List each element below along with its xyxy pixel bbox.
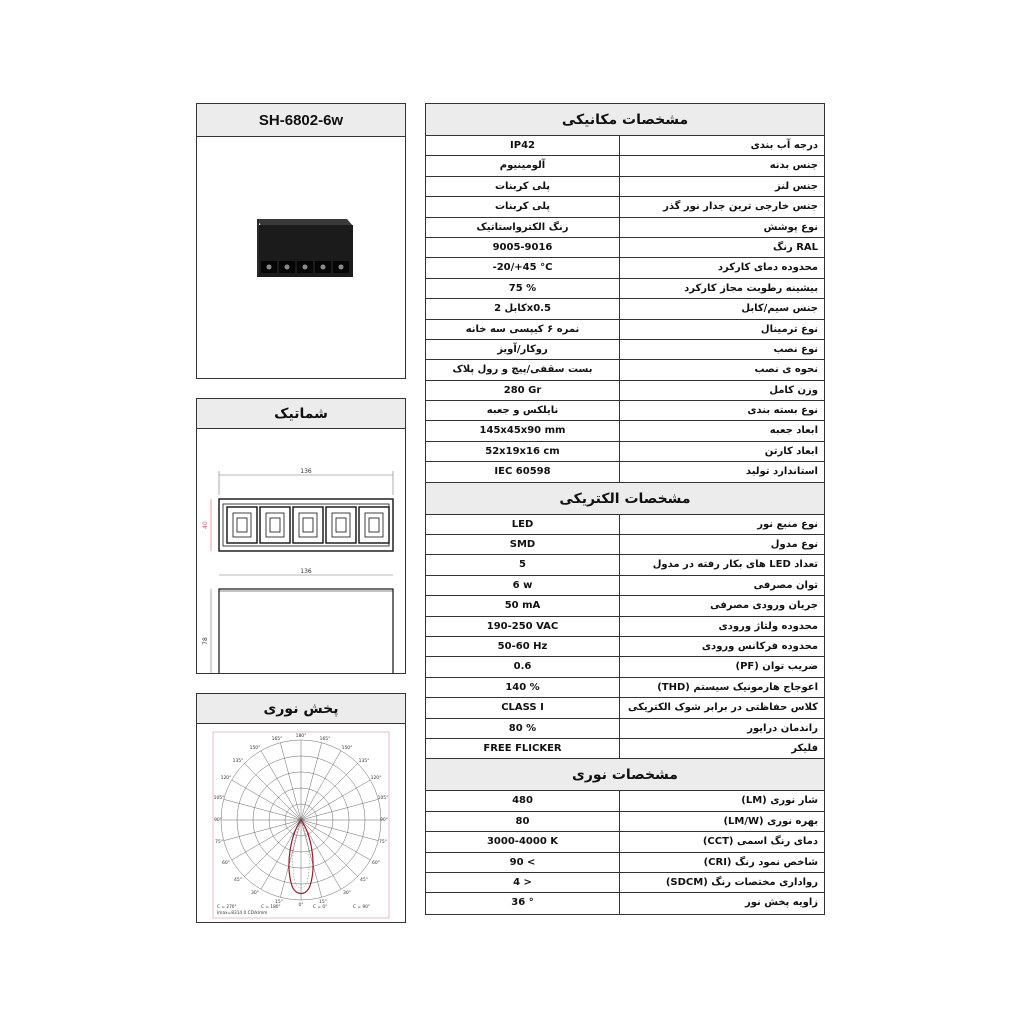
spec-value: 6 w [512,579,533,591]
spec-row [426,360,824,380]
side-height-label: 78 [202,637,209,645]
spec-label: محدوده دمای کارکرد [619,258,824,277]
spec-label: جنس سیم/کابل [619,299,824,318]
spec-value: 75 % [508,282,537,294]
spec-row [426,596,824,616]
spec-label: دمای رنگ اسمی (CCT) [619,832,824,851]
spec-value: 9005-9016 [492,241,553,253]
section-header: مشخصات نوری [426,759,824,791]
spec-row [426,555,824,575]
spec-row [426,381,824,401]
svg-text:75°: 75° [215,840,223,845]
spec-label: نوع مدول [619,535,824,554]
spec-value: 145x45x90 mm [479,425,566,437]
spec-row [426,637,824,657]
svg-text:120°: 120° [370,776,382,781]
spec-value: 50-60 Hz [497,640,548,652]
svg-text:165°: 165° [319,737,331,742]
spec-label: شار نوری (LM) [619,791,824,810]
model-title: SH-6802-6w [197,104,405,137]
spec-row [426,657,824,677]
section-header: مشخصات الکتریکی [426,483,824,515]
svg-text:C = 270°: C = 270° [217,905,237,910]
spec-label: بهره نوری (LM/W) [619,812,824,831]
svg-text:135°: 135° [358,759,370,764]
spec-label: جریان ورودی مصرفی [619,596,824,615]
spec-table [425,103,825,915]
spec-row [426,535,824,555]
spec-row [426,719,824,739]
spec-label: محدوده فرکانس ورودی [619,637,824,656]
spec-value: SMD [509,539,536,551]
spec-label: ضریب توان (PF) [619,657,824,676]
spec-value: 3000-4000 K [486,836,559,848]
spec-row [426,421,824,441]
svg-text:15°: 15° [319,900,327,905]
spec-row [426,442,824,462]
spec-row [426,791,824,811]
spec-value: 4 > [513,876,532,888]
spec-row [426,812,824,832]
spec-label: نوع ترمینال [619,320,824,339]
spec-row [426,832,824,852]
spec-row [426,462,824,482]
svg-text:C = 180°: C = 180° [261,905,281,910]
svg-text:60°: 60° [372,861,380,866]
svg-text:150°: 150° [341,746,353,751]
svg-text:C = 90°: C = 90° [353,905,370,910]
spec-row [426,515,824,535]
spec-row [426,238,824,258]
spec-label: وزن کامل [619,381,824,400]
spec-value: 480 [512,795,533,807]
light-distribution-panel [196,693,406,923]
spec-value: پلی کربنات [494,180,551,192]
spec-value: IP42 [510,140,535,151]
svg-text:75°: 75° [379,840,387,845]
spec-label: نوع بسته بندی [619,401,824,420]
svg-text:30°: 30° [343,891,351,896]
svg-text:0°: 0° [298,903,304,908]
section-header: مشخصات مکانیکی [426,104,824,136]
spec-value: نایلکس و جعبه [486,405,559,417]
svg-text:135°: 135° [232,759,244,764]
distribution-title: پخش نوری [197,694,405,724]
spec-label: جنس خارجی ترین جدار نور گذر [619,197,824,216]
svg-text:180°: 180° [295,734,307,739]
spec-label: بیشینه رطوبت مجاز کارکرد [619,279,824,298]
spec-label: ابعاد جعبه [619,421,824,440]
spec-label: جنس لنز [619,177,824,196]
svg-text:Imax=8314 0 CD/klmm: Imax=8314 0 CD/klmm [217,911,268,916]
product-image [197,137,405,378]
spec-value: آلومینیوم [499,160,546,172]
spec-label: توان مصرفی [619,576,824,595]
svg-text:30°: 30° [251,891,259,896]
spec-row [426,576,824,596]
spec-label: نحوه ی نصب [619,360,824,379]
spec-row [426,617,824,637]
spec-value: 80 % [508,722,537,734]
spec-label: نوع نصب [619,340,824,359]
spec-row [426,893,824,913]
spec-row [426,136,824,156]
top-height-label: 40 [202,521,209,529]
svg-text:15°: 15° [275,900,283,905]
spec-row [426,279,824,299]
spec-label: اعوجاج هارمونیک سیستم (THD) [619,678,824,697]
spec-row [426,156,824,176]
svg-text:165°: 165° [271,737,283,742]
spec-value: 140 % [505,681,540,693]
svg-text:C = 0°: C = 0° [313,905,328,910]
svg-text:90°: 90° [380,818,388,823]
spec-value: 190-250 VAC [486,620,559,632]
side-view [219,589,393,673]
spec-value: پلی کربنات [494,201,551,213]
spec-label: راندمان درایور [619,719,824,738]
spec-value: 5 [519,559,526,571]
spec-value: روکار/آویز [497,343,548,355]
spec-value: 50 mA [504,600,541,612]
spec-value: 90 < [509,856,536,868]
spec-label: درجه آب بندی [619,136,824,155]
spec-value: 0.6 [513,661,532,673]
spec-label: نوع پوشش [619,218,824,237]
spec-label: ابعاد کارتن [619,442,824,461]
svg-text:45°: 45° [360,878,368,883]
spec-row [426,340,824,360]
top-width-label: 136 [300,468,312,475]
spec-label: نوع منبع نور [619,515,824,534]
spec-row [426,698,824,718]
svg-text:90°: 90° [214,818,222,823]
spec-label: تعداد LED های بکار رفته در مدول [619,555,824,574]
polar-diagram [197,724,405,922]
spec-row [426,299,824,319]
model-panel [196,103,406,379]
spec-label: شاخص نمود رنگ (CRI) [619,853,824,872]
spec-value: 80 [515,815,530,827]
spec-row [426,401,824,421]
spec-label: RAL رنگ [619,238,824,257]
spec-value: نمره ۶ کیپسی سه خانه [465,323,580,335]
spec-row [426,678,824,698]
svg-text:45°: 45° [234,878,242,883]
spec-label: فلیکر [619,739,824,758]
schematic-title: شماتیک [197,399,405,429]
side-width-label: 136 [300,568,312,575]
svg-text:120°: 120° [220,776,232,781]
spec-value: 280 Gr [503,384,542,396]
spec-label: جنس بدنه [619,156,824,175]
spec-value: رنگ الکترواستاتیک [476,221,569,233]
spec-row [426,177,824,197]
svg-text:105°: 105° [213,796,225,801]
spec-label: رواداری مختصات رنگ (SDCM) [619,873,824,892]
spec-value: CLASS I [501,702,544,714]
spec-row [426,739,824,759]
svg-text:150°: 150° [249,746,261,751]
spec-value: 36 ° [511,897,534,909]
spec-value: بست سقفی/پیچ و رول پلاک [452,364,593,376]
spec-value: کابل 2x0.5 [494,303,551,315]
spec-row [426,853,824,873]
spec-value: -20/+45 °C [492,262,553,274]
spec-row [426,320,824,340]
spec-label: کلاس حفاظتی در برابر شوک الکتریکی [619,698,824,717]
spec-row [426,873,824,893]
spec-value: FREE FLICKER [483,742,562,754]
spec-row [426,258,824,278]
svg-text:105°: 105° [377,796,389,801]
schematic-panel [196,398,406,674]
spec-value: LED [511,518,534,530]
spec-row [426,218,824,238]
schematic-drawing [197,429,405,673]
svg-text:60°: 60° [222,861,230,866]
spec-label: استاندارد تولید [619,462,824,481]
spec-value: 52x19x16 cm [485,445,560,457]
spec-row [426,197,824,217]
spec-value: IEC 60598 [494,466,551,478]
spec-label: زاویه پخش نور [619,893,824,913]
spec-label: محدوده ولتاژ ورودی [619,617,824,636]
